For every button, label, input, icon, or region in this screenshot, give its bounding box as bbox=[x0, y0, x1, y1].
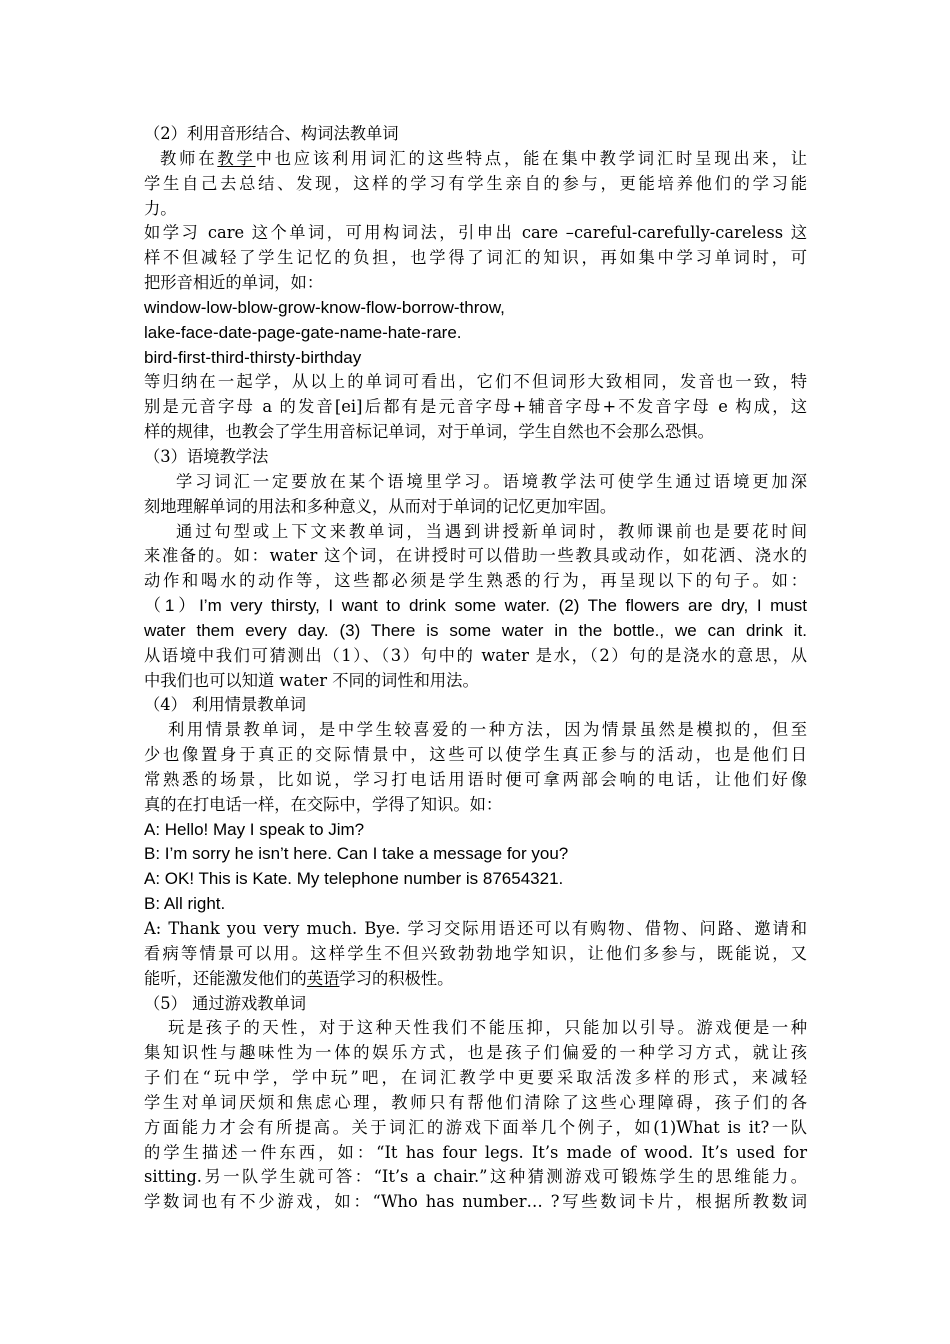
dialog-line: B: All right. bbox=[144, 894, 226, 914]
paragraph-line: 真的在打电话一样，在交际中，学得了知识。如： bbox=[144, 794, 503, 814]
paragraph-line: 能听，还能激发他们的英语学习的积极性。 bbox=[144, 968, 454, 988]
paragraph-line: water them every day. (3) There is some water in the bottle., we can drink it. bbox=[144, 620, 807, 640]
word-list-line: lake-face-date-page-gate-name-hate-rare. bbox=[144, 322, 462, 342]
paragraph-line: 通过句型或上下文来教单词，当遇到讲授新单词时，教师课前也是要花时间 bbox=[176, 521, 807, 541]
paragraph-line: 教师在教学中也应该利用词汇的这些特点，能在集中教学词汇时呈现出来，让 bbox=[160, 148, 807, 168]
dialog-line: A: Thank you very much. Bye. 学习交际用语还可以有购物、借物、问路、邀请和 bbox=[144, 919, 807, 938]
paragraph-line: 少也像置身于真正的交际情景中，这些可以使学生真正参与的活动，也是他们日 bbox=[144, 745, 807, 765]
paragraph-line: 常熟悉的场景，比如说，学习打电话用语时便可拿两部会响的电话，让他们好像 bbox=[144, 769, 807, 789]
paragraph-line: 从语境中我们可猜测出（1）、（3）句中的 water 是水，（2）句的是浇水的意思，从 bbox=[144, 645, 807, 665]
paragraph-line: 玩是孩子的天性，对于这种天性我们不能压抑，只能加以引导。游戏便是一种 bbox=[168, 1018, 807, 1038]
paragraph-line: 样的规律，也教会了学生用音标记单词，对于单词，学生自然也不会那么恐惧。 bbox=[144, 422, 714, 442]
paragraph-line: 学生对单词厌烦和焦虑心理，教师只有帮他们清除了这些心理障碍，孩子们的各 bbox=[144, 1092, 807, 1112]
paragraph-line: 动作和喝水的动作等，这些都必须是学生熟悉的行为，再呈现以下的句子。如： bbox=[144, 571, 807, 591]
word-list-line: window-low-blow-grow-know-flow-borrow-throw, bbox=[144, 297, 505, 317]
section-heading-5: （5） 通过游戏教单词 bbox=[144, 993, 307, 1013]
dialog-line: A: Hello! May I speak to Jim? bbox=[144, 819, 365, 839]
section-heading-4: （4） 利用情景教单词 bbox=[144, 695, 307, 715]
link-jiaoxue[interactable]: 教学 bbox=[217, 148, 256, 168]
paragraph-line: 如学习 care 这个单词，可用构词法，引申出 care –careful-carefully-careless 这 bbox=[144, 223, 807, 243]
paragraph-line: 力。 bbox=[144, 198, 177, 218]
paragraph-line: sitting.另一队学生就可答：“It’s a chair.”这种猜测游戏可锻炼学生的思维能力。 bbox=[144, 1167, 807, 1187]
paragraph-line: 学数词也有不少游戏，如：“Who has number… ?写些数词卡片，根据所教数词 bbox=[144, 1192, 807, 1212]
paragraph-line: 看病等情景可以用。这样学生不但兴致勃勃地学知识，让他们多参与，既能说，又 bbox=[144, 943, 807, 963]
paragraph-line: 学习词汇一定要放在某个语境里学习。语境教学法可使学生通过语境更加深 bbox=[176, 471, 807, 491]
section-heading-3: （3）语境教学法 bbox=[144, 446, 269, 466]
paragraph-line: （1）I’m very thirsty, I want to drink some water. (2) The flowers are dry, I must bbox=[144, 596, 807, 616]
paragraph-line: 样不但减轻了学生记忆的负担，也学得了词汇的知识，再如集中学习单词时，可 bbox=[144, 248, 807, 268]
paragraph-line: 把形音相近的单词，如： bbox=[144, 273, 324, 293]
document-page bbox=[144, 122, 807, 1215]
paragraph-line: 别是元音字母 a 的发音[ei]后都有是元音字母+辅音字母+不发音字母 e 构成，这 bbox=[144, 397, 807, 417]
paragraph-line: 利用情景教单词，是中学生较喜爱的一种方法，因为情景虽然是模拟的，但至 bbox=[168, 720, 807, 740]
dialog-line: A: OK! This is Kate. My telephone number is 87654321. bbox=[144, 869, 564, 889]
paragraph-line: 刻地理解单词的用法和多种意义，从而对于单词的记忆更加牢固。 bbox=[144, 496, 617, 516]
paragraph-line: 来准备的。如：water 这个词，在讲授时可以借助一些教具或动作，如花洒、浇水的 bbox=[144, 546, 807, 566]
paragraph-line: 子们在“玩中学，学中玩”吧，在词汇教学中更要采取活泼多样的形式，来减轻 bbox=[144, 1068, 807, 1088]
paragraph-line: 学生自己去总结、发现，这样的学习有学生亲自的参与，更能培养他们的学习能 bbox=[144, 173, 807, 193]
dialog-line: B: I’m sorry he isn’t here. Can I take a message for you? bbox=[144, 844, 569, 864]
paragraph-line: 方面能力才会有所提高。关于词汇的游戏下面举几个例子，如(1)What is it?一队 bbox=[144, 1117, 807, 1137]
link-yingyu[interactable]: 英语 bbox=[306, 968, 340, 988]
paragraph-line: 等归纳在一起学，从以上的单词可看出，它们不但词形大致相同，发音也一致，特 bbox=[144, 372, 807, 392]
word-list-line: bird-first-third-thirsty-birthday bbox=[144, 347, 362, 367]
paragraph-line: 的学生描述一件东西，如：“It has four legs. It’s made of wood. It’s used for bbox=[144, 1142, 807, 1162]
paragraph-line: 中我们也可以知道 water 不同的词性和用法。 bbox=[144, 670, 479, 690]
paragraph-line: 集知识性与趣味性为一体的娱乐方式，也是孩子们偏爱的一种学习方式，就让孩 bbox=[144, 1043, 807, 1063]
section-heading-2: （2）利用音形结合、构词法教单词 bbox=[144, 124, 399, 143]
